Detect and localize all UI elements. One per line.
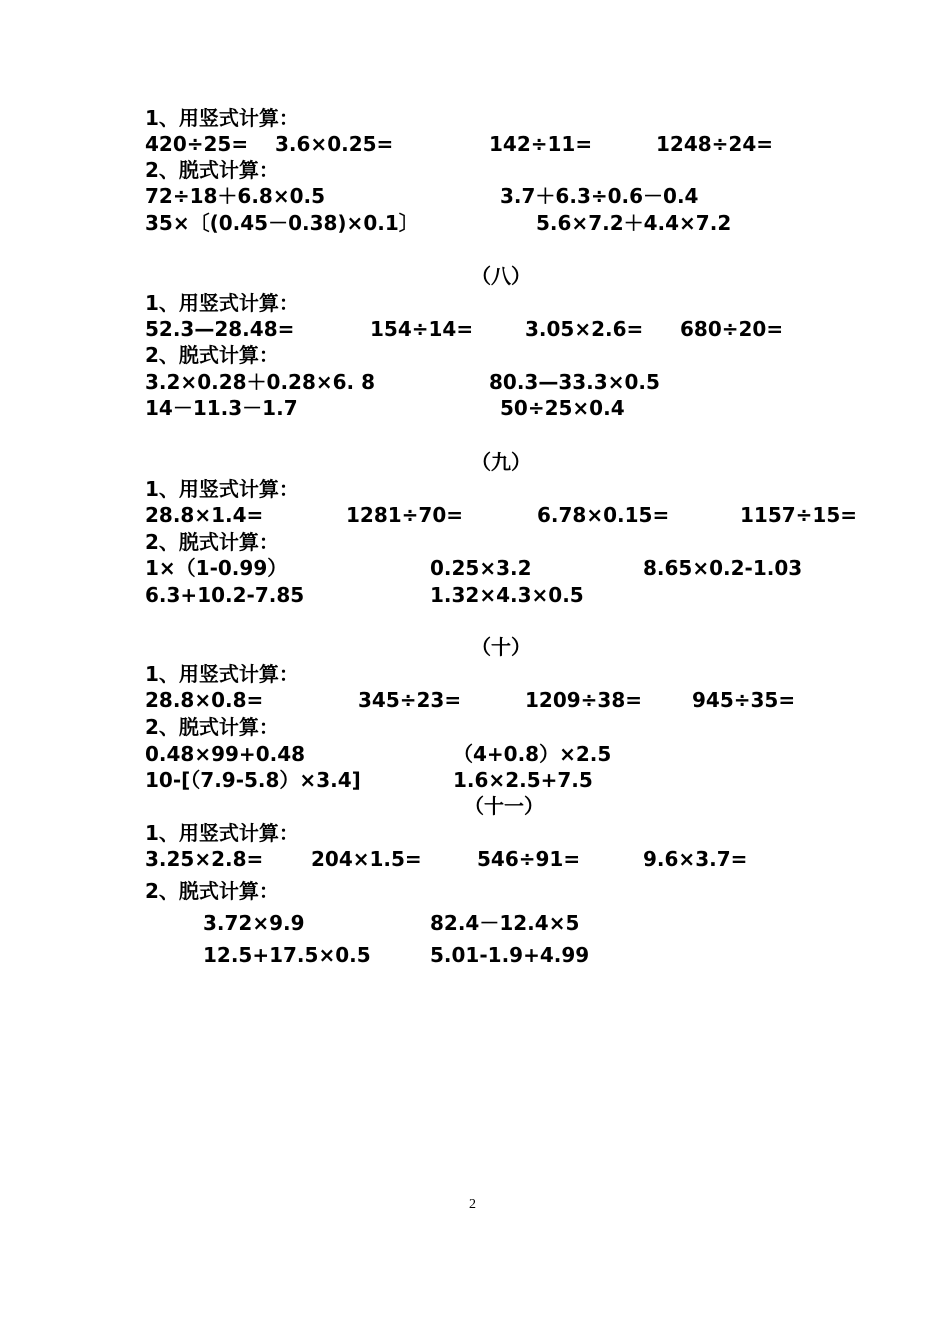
problem: 72÷18＋6.8×0.5 [145, 184, 326, 208]
problem: 420÷25= [145, 132, 249, 156]
problem: 680÷20= [680, 317, 784, 341]
section-5-label-stepwise: 2、脱式计算： [145, 879, 279, 903]
problem: 204×1.5= [311, 847, 422, 871]
problem: 3.2×0.28＋0.28×6. 8 [145, 370, 376, 394]
section-2-label-stepwise: 2、脱式计算： [145, 343, 279, 367]
problem: 35×〔(0.45－0.38)×0.1〕 [145, 211, 419, 235]
section-4-label-vertical: 1、用竖式计算： [145, 662, 299, 686]
problem: 3.6×0.25= [275, 132, 394, 156]
problem: 345÷23= [358, 688, 462, 712]
problem: 5.6×7.2＋4.4×7.2 [536, 211, 732, 235]
section-1-label-stepwise: 2、脱式计算： [145, 158, 279, 182]
section-heading: （十一） [464, 794, 544, 818]
problem: 6.3+10.2-7.85 [145, 583, 305, 607]
section-5-label-vertical: 1、用竖式计算： [145, 821, 299, 845]
section-3-label-vertical: 1、用竖式计算： [145, 477, 299, 501]
problem: 1209÷38= [525, 688, 643, 712]
problem: 8.65×0.2-1.03 [643, 556, 803, 580]
problem: 1.6×2.5+7.5 [453, 768, 593, 792]
problem: 546÷91= [477, 847, 581, 871]
section-heading: （十） [471, 635, 531, 659]
problem: 1248÷24= [656, 132, 774, 156]
problem: （4+0.8）×2.5 [453, 742, 612, 766]
problem: 52.3—28.48= [145, 317, 295, 341]
problem: 5.01-1.9+4.99 [430, 943, 590, 967]
problem: 82.4－12.4×5 [430, 911, 580, 935]
problem: 9.6×3.7= [643, 847, 748, 871]
problem: 3.72×9.9 [203, 911, 305, 935]
problem: 10-[（7.9-5.8）×3.4] [145, 768, 361, 792]
problem: 1281÷70= [346, 503, 464, 527]
problem: 12.5+17.5×0.5 [203, 943, 371, 967]
problem: 0.25×3.2 [430, 556, 532, 580]
section-heading: （九） [471, 450, 531, 474]
problem: 6.78×0.15= [537, 503, 670, 527]
section-4-label-stepwise: 2、脱式计算： [145, 715, 279, 739]
problem: 154÷14= [370, 317, 474, 341]
problem: 1×（1-0.99） [145, 556, 288, 580]
problem: 3.25×2.8= [145, 847, 264, 871]
problem: 28.8×0.8= [145, 688, 264, 712]
problem: 945÷35= [692, 688, 796, 712]
problem: 3.7＋6.3÷0.6－0.4 [500, 184, 699, 208]
section-2-label-vertical: 1、用竖式计算： [145, 291, 299, 315]
problem: 1.32×4.3×0.5 [430, 583, 584, 607]
problem: 28.8×1.4= [145, 503, 264, 527]
problem: 80.3—33.3×0.5 [489, 370, 660, 394]
problem: 50÷25×0.4 [500, 396, 625, 420]
section-3-label-stepwise: 2、脱式计算： [145, 530, 279, 554]
section-1-label-vertical: 1、用竖式计算： [145, 106, 299, 130]
page-number: 2 [469, 1197, 476, 1212]
problem: 0.48×99+0.48 [145, 742, 306, 766]
problem: 14－11.3－1.7 [145, 396, 298, 420]
problem: 142÷11= [489, 132, 593, 156]
section-heading: （八） [471, 264, 531, 288]
problem: 3.05×2.6= [525, 317, 644, 341]
problem: 1157÷15= [740, 503, 858, 527]
